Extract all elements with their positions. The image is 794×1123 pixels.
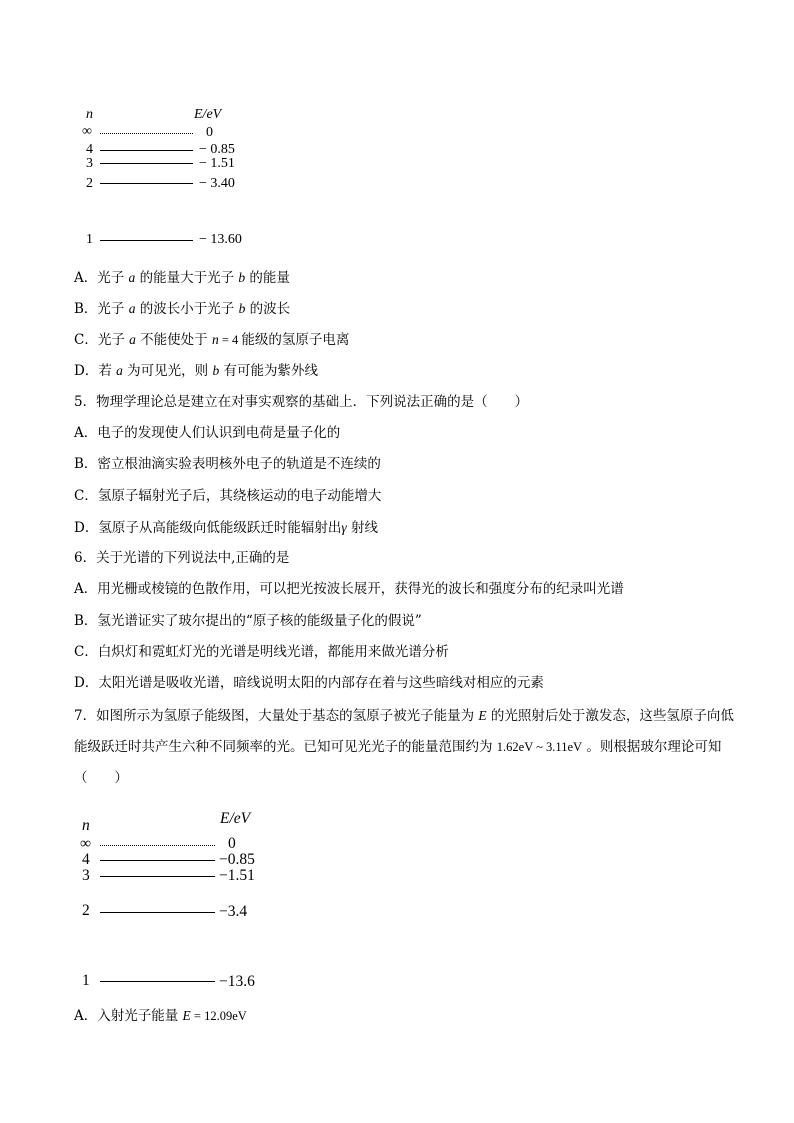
level-e-2: − 3.40 xyxy=(199,176,235,191)
level-n-1: 1 xyxy=(86,232,93,247)
level-n-2: 2 xyxy=(82,902,90,919)
level-line-inf xyxy=(100,845,215,846)
q4-option-d: D．若 a 为可见光，则 b 有可能为紫外线 xyxy=(74,363,319,379)
q7-option-a: A．入射光子能量 E = 12.09eV xyxy=(74,1008,247,1024)
level-line-1 xyxy=(100,981,215,982)
level-n-1: 1 xyxy=(82,972,90,989)
level-line-3 xyxy=(100,876,215,877)
level-e-2: −3.4 xyxy=(219,903,248,920)
level-e-inf: 0 xyxy=(206,125,213,140)
q5-option-a: A．电子的发现使人们认识到电荷是量子化的 xyxy=(74,425,341,441)
q6-stem: 6．关于光谱的下列说法中,正确的是 xyxy=(74,550,290,566)
level-n-3: 3 xyxy=(86,156,93,171)
level-e-1: −13.6 xyxy=(219,973,255,990)
energy-axis-label: E/eV xyxy=(220,810,251,827)
q6-option-c: C．白炽灯和霓虹灯光的光谱是明线光谱，都能用来做光谱分析 xyxy=(74,644,449,660)
n-axis-label: n xyxy=(82,817,90,834)
level-n-4: 4 xyxy=(86,142,93,157)
level-n-inf: ∞ xyxy=(80,835,92,852)
level-n-3: 3 xyxy=(82,867,90,884)
q6-option-d: D．太阳光谱是吸收光谱，暗线说明太阳的内部存在着与这些暗线对相应的元素 xyxy=(74,675,544,691)
q5-option-b: B．密立根油滴实验表明核外电子的轨道是不连续的 xyxy=(74,456,381,472)
q7-stem: 7．如图所示为氢原子能级图，大量处于基态的氢原子被光子能量为 E 的光照射后处于激发态，这些氢原子向低能级跃迁时共产生六种不同频率的光。已知可见光光子的能量范围约为 1.62eV ~ 3.11eV 。则根据玻尔理论可知（ ） xyxy=(74,708,734,786)
q5-stem: 5．物理学理论总是建立在对事实观察的基础上．下列说法正确的是（ ） xyxy=(74,394,529,410)
q5-option-d: D．氢原子从高能级向低能级跃迁时能辐射出γ 射线 xyxy=(74,520,378,536)
q4-option-a: A．光子 a 的能量大于光子 b 的能量 xyxy=(74,270,290,286)
level-e-3: −1.51 xyxy=(219,867,255,884)
level-e-inf: 0 xyxy=(228,835,236,852)
level-e-4: −0.85 xyxy=(219,851,255,868)
level-n-2: 2 xyxy=(86,176,93,191)
q4-option-c: C．光子 a 不能使处于 n = 4 能级的氢原子电离 xyxy=(74,332,350,348)
level-e-1: − 13.60 xyxy=(199,232,242,247)
level-e-4: − 0.85 xyxy=(199,142,235,157)
n-axis-label: n xyxy=(86,107,93,122)
level-n-4: 4 xyxy=(82,851,90,868)
q4-option-b: B．光子 a 的波长小于光子 b 的波长 xyxy=(74,301,291,317)
level-e-3: − 1.51 xyxy=(199,156,235,171)
q6-option-b: B．氢光谱证实了玻尔提出的“原子核的能级量子化的假说” xyxy=(74,613,422,629)
q5-option-c: C．氢原子辐射光子后，其绕核运动的电子动能增大 xyxy=(74,488,382,504)
energy-axis-label: E/eV xyxy=(194,107,222,122)
level-line-2 xyxy=(100,912,215,913)
level-line-4 xyxy=(100,860,215,861)
q6-option-a: A．用光栅或棱镜的色散作用，可以把光按波长展开，获得光的波长和强度分布的纪录叫光谱 xyxy=(74,581,624,597)
level-n-inf: ∞ xyxy=(82,124,92,139)
